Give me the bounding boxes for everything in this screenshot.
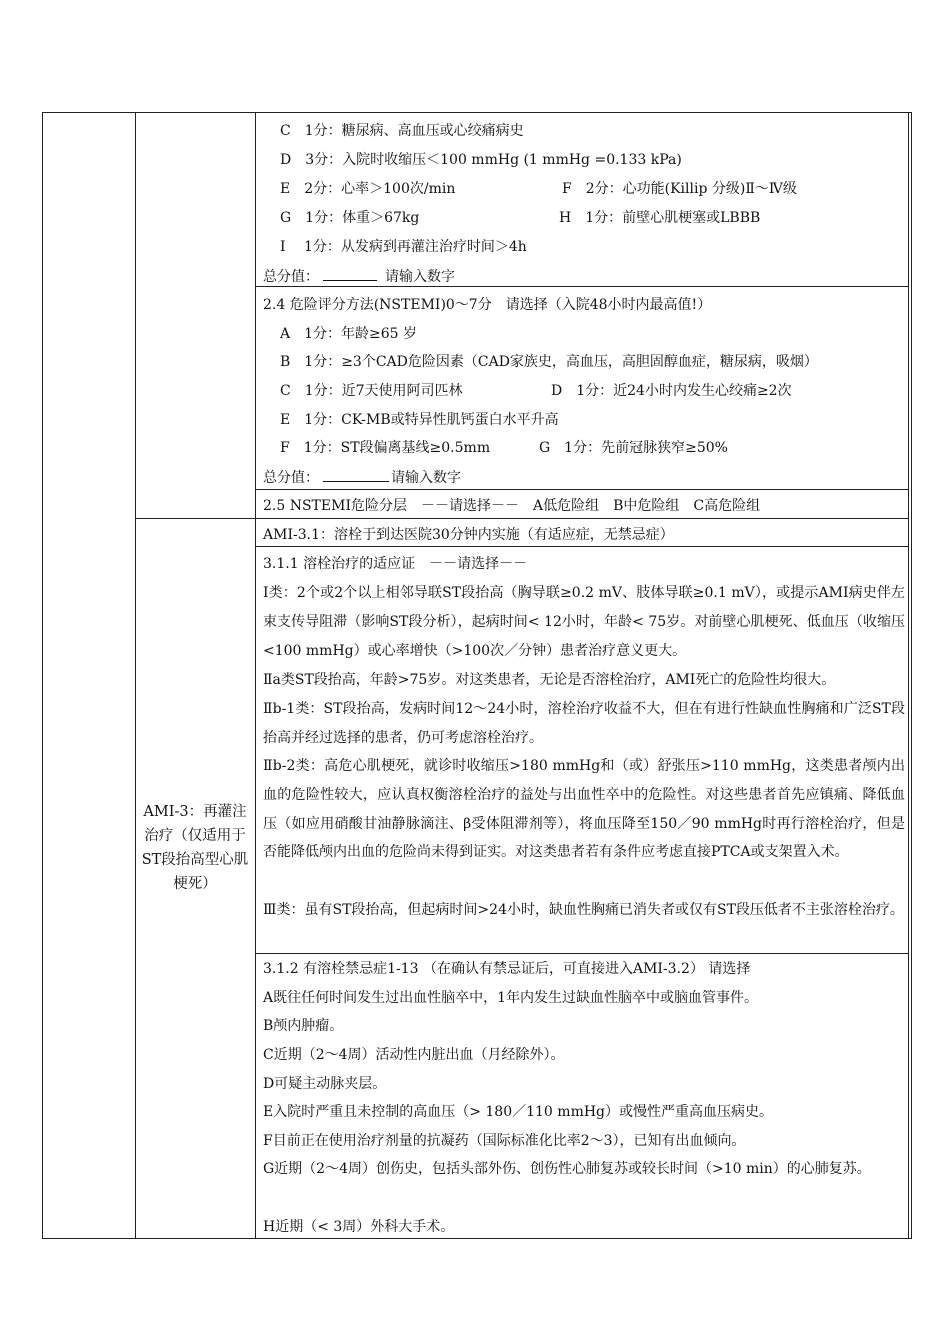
nstemi-item-b: B 1分：≥3个CAD危险因素（CAD家族史，高血压，高胆固醇血症，糖尿病，吸烟）: [280, 354, 818, 370]
nstemi-title: 2.4 危险评分方法(NSTEMI)0～7分 请选择（入院48小时内最高值!）: [263, 297, 712, 313]
nstemi-item-c: C 1分：近7天使用阿司匹林: [280, 383, 463, 399]
stemi-item-h: H 1分：前壁心肌梗塞或LBBB: [559, 210, 761, 226]
nstemi-total-row: [263, 467, 461, 488]
stemi-item-e: E 2分：心率＞100次/min: [280, 181, 456, 197]
nstemi-item-d: D 1分：近24小时内发生心绞痛≥2次: [551, 383, 792, 399]
category-label: AMI-3：再灌注治疗（仅适用于ST段抬高型心肌梗死）: [141, 804, 249, 892]
nstemi-total-hint: 请输入数字: [391, 470, 461, 486]
column-divider-1: [135, 112, 136, 1239]
stemi-item-i: I 1分：从发病到再灌注治疗时间＞4h: [280, 239, 527, 255]
ami311-title[interactable]: 3.1.1 溶栓治疗的适应证 －－请选择－－: [263, 556, 528, 572]
stemi-total-row: [263, 266, 455, 287]
stemi-total-label: 总分值：: [263, 269, 319, 285]
indication-class-1: Ⅰ类：2个或2个以上相邻导联ST段抬高（胸导联≥0.2 mV、肢体导联≥0.1 mV），或提示AMI病史伴左束支传导阻滞（影响ST段分析），起病时间< 12小时，年龄< 75岁。对前壁心肌梗死、低血压（收缩压<100 mmHg）或心率增快（>100次／分钟）患者治疗意义更大。: [263, 585, 905, 659]
contraindication-c[interactable]: C近期（2～4周）活动性内脏出血（月经除外）。: [263, 1047, 565, 1063]
nstemi-total-label: 总分值：: [263, 470, 319, 486]
stemi-item-f: F 2分：心功能(Killip 分级)Ⅱ～Ⅳ级: [562, 181, 797, 197]
nstemi-total-input[interactable]: [323, 467, 389, 482]
stemi-total-input[interactable]: [323, 266, 377, 281]
nstemi-item-a: A 1分：年龄≥65 岁: [280, 326, 418, 342]
ami31-title: AMI-3.1：溶栓于到达医院30分钟内实施（有适应症，无禁忌症）: [263, 527, 674, 543]
contraindication-h[interactable]: H近期（< 3周）外科大手术。: [263, 1219, 455, 1235]
indication-class-2b2: Ⅱb-2类：高危心肌梗死，就诊时收缩压>180 mmHg和（或）舒张压>110 mmHg，这类患者颅内出血的危险性较大，应认真权衡溶栓治疗的益处与出血性卒中的危险性。对这些患者首先应镇痛、降低血压（如应用硝酸甘油静脉滴注、β受体阻滞剂等），将血压降至150／90 mmHg时再行溶栓治疗，但是否能降低颅内出血的危险尚未得到证实。对这类患者若有条件应考虑直接PTCA或支架置入术。: [263, 758, 905, 861]
row-divider: [255, 953, 908, 954]
indication-class-2b1: Ⅱb-1类：ST段抬高，发病时间12～24小时，溶栓治疗收益不大，但在有进行性缺血性胸痛和广泛ST段抬高并经过选择的患者，仍可考虑溶栓治疗。: [263, 701, 905, 746]
contraindication-b[interactable]: B颅内肿瘤。: [263, 1018, 344, 1034]
column-divider-2: [255, 112, 256, 1239]
contraindication-a[interactable]: A既往任何时间发生过出血性脑卒中，1年内发生过缺血性脑卒中或脑血管事件。: [263, 990, 759, 1006]
indication-class-3: Ⅲ类：虽有ST段抬高，但起病时间>24小时，缺血性胸痛已消失者或仅有ST段压低者不主张溶栓治疗。: [263, 902, 904, 918]
nstemi-item-e: E 1分：CK-MB或特异性肌钙蛋白水平升高: [280, 412, 559, 428]
nstemi-item-g: G 1分：先前冠脉狭窄≥50%: [539, 440, 728, 456]
stemi-total-hint: 请输入数字: [385, 269, 455, 285]
row-divider: [255, 546, 908, 547]
contraindication-g[interactable]: G近期（2～4周）创伤史，包括头部外伤、创伤性心肺复苏或较长时间（>10 min）的心肺复苏。: [263, 1161, 871, 1177]
stemi-item-d: D 3分：入院时收缩压＜100 mmHg (1 mmHg =0.133 kPa): [280, 152, 682, 168]
indication-class-2a: Ⅱa类ST段抬高，年龄>75岁。对这类患者，无论是否溶栓治疗，AMI死亡的危险性均很大。: [263, 672, 836, 688]
row-divider: [255, 489, 908, 490]
contraindication-d[interactable]: D可疑主动脉夹层。: [263, 1076, 387, 1092]
stemi-item-g: G 1分：体重＞67kg: [280, 210, 420, 226]
row-divider: [135, 518, 908, 519]
risk-layer-select[interactable]: 2.5 NSTEMI危险分层 －－请选择－－ A低危险组 B中危险组 C高危险组: [263, 498, 761, 514]
stemi-item-c: C 1分：糖尿病、高血压或心绞痛病史: [280, 123, 524, 139]
ami312-title[interactable]: 3.1.2 有溶栓禁忌症1-13 （在确认有禁忌证后，可直接进入AMI-3.2） 请选择: [263, 961, 751, 977]
contraindication-e[interactable]: E入院时严重且未控制的高血压（> 180／110 mmHg）或慢性严重高血压病史。: [263, 1104, 774, 1120]
nstemi-item-f: F 1分：ST段偏离基线≥0.5mm: [280, 440, 491, 456]
table-right-border: [908, 112, 909, 1239]
contraindication-f[interactable]: F目前正在使用治疗剂量的抗凝药（国际标准化比率2～3），已知有出血倾向。: [263, 1133, 746, 1149]
